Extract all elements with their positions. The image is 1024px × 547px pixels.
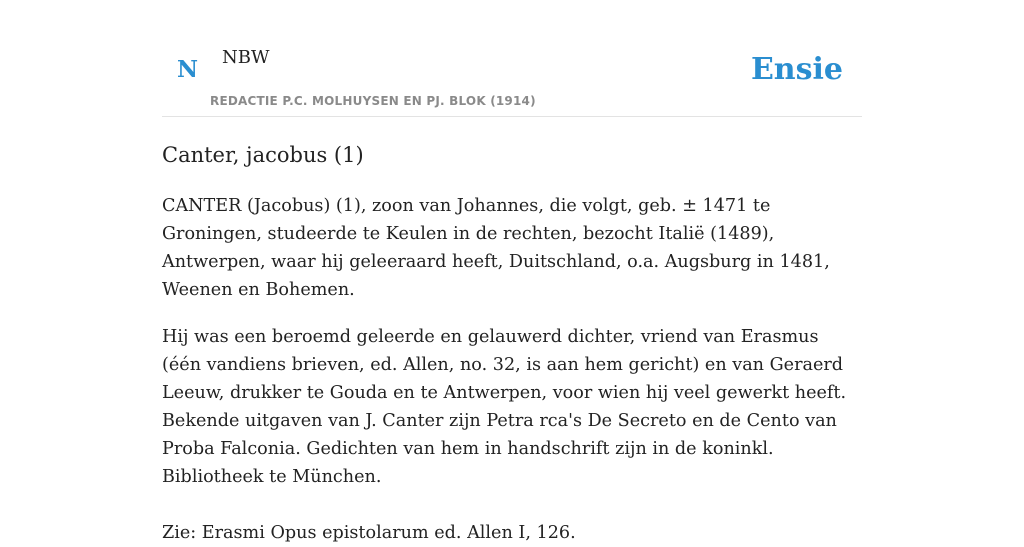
article-paragraph: CANTER (Jacobus) (1), zoon van Johannes, die volgt, geb. ± 1471 te Groningen, studeerde te Keulen in de rechten, bezocht Italië (1489), Antwerpen, waar hij geleeraard heeft, Duitschland, o.a. Augsburg in 1481, Weenen en Bohemen. [162, 196, 830, 300]
article [162, 140, 862, 547]
site-header [162, 0, 862, 117]
source-logo[interactable]: N [177, 56, 199, 83]
article-title: Canter, jacobus (1) [162, 143, 364, 167]
article-paragraph: Hij was een beroemd geleerde en gelauwerd dichter, vriend van Erasmus (één vandiens brieven, ed. Allen, no. 32, is aan hem gericht) en van Geraerd Leeuw, drukker te Gouda en te Antwerpen, voor wien hij veel gewerkt heeft. Bekende uitgaven van J. Canter zijn Petra rca's De Secreto en de Cento van Proba Falconia. Gedichten van hem in handschrift zijn in de koninkl. Bibliotheek te München. [162, 327, 847, 487]
brand-logo[interactable]: Ensie [750, 52, 843, 87]
source-name[interactable]: NBW [222, 47, 270, 68]
source-editors: REDACTIE P.C. MOLHUYSEN EN PJ. BLOK (1914) [210, 94, 536, 108]
see-also-reference: Zie: Erasmi Opus epistolarum ed. Allen I, 126. [162, 523, 576, 543]
